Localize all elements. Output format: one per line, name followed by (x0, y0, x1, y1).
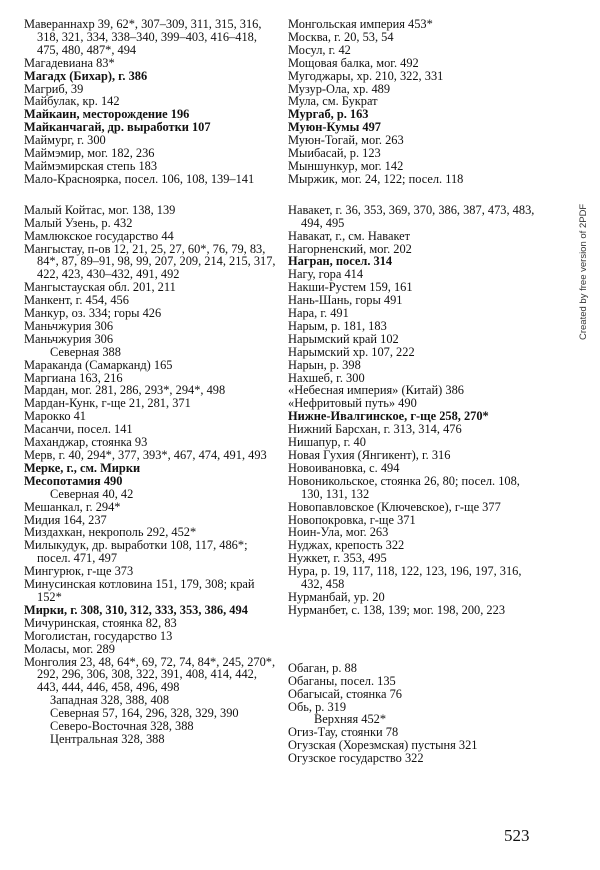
index-entry: Мерв, г. 40, 294*, 377, 393*, 467, 474, 491, 493 (24, 448, 267, 462)
index-entry: Мамлюкское государство 44 (24, 228, 174, 243)
index-entry: Маханджар, стоянка 93 (24, 435, 148, 450)
index-entry: Новая Гухия (Янгикент), г. 316 (288, 448, 451, 462)
index-entry: Обаган, р. 88 (288, 660, 357, 675)
index-entry: Нарымский хр. 107, 222 (288, 344, 415, 359)
index-entry: Мыншункур, мог. 142 (288, 158, 404, 173)
index-entry: Мардан-Кунк, г-ще 21, 281, 371 (24, 396, 191, 411)
index-subentry: Северная 40, 42 (50, 486, 134, 501)
index-entry: Накши-Рустем 159, 161 (288, 280, 413, 295)
index-entry: Масанчи, посел. 141 (24, 422, 133, 437)
index-entry: Монголия 23, 48, 64*, 69, 72, 74, 84*, 245, 270*, 292, 296, 306, 308, 322, 391, 408, 414, 442, 443, 444, 446, 458, 496, 498 (24, 654, 276, 695)
index-entry: Нахшеб, г. 300 (288, 370, 365, 385)
index-entry: Мерке, г., см. Мирки (24, 460, 141, 475)
index-entry: Навакет, г. 36, 353, 369, 370, 386, 387, 473, 483, 494, 495 (288, 202, 535, 230)
index-entry: Манкент, г. 454, 456 (24, 293, 129, 308)
index-entry: Моголистан, государство 13 (24, 628, 173, 643)
index-entry: Нарын, р. 398 (288, 357, 361, 372)
index-entry: Нагорненский, мог. 202 (288, 241, 412, 256)
index-entry: Нурманбай, ур. 20 (288, 589, 385, 604)
index-entry: Магриб, 39 (24, 81, 84, 96)
index-entry: Месопотамия 490 (24, 473, 123, 488)
index-entry: Мыибасай, р. 123 (288, 146, 381, 161)
index-entry: Нужкет, г. 353, 495 (288, 551, 387, 566)
index-entry: Нара, г. 491 (288, 306, 349, 321)
index-entry: Мараканда (Самарканд) 165 (24, 357, 173, 372)
index-entry: Музур-Ола, хр. 489 (288, 81, 391, 96)
index-subentry: Центральная 328, 388 (50, 731, 165, 746)
page-number: 523 (504, 826, 530, 845)
index-entry: Мангыстау, п-ов 12, 21, 25, 27, 60*, 76, 79, 83, 84*, 87, 89–91, 98, 99, 207, 209, 214, 215, 317, 422, 423, 430–432, 491, 492 (24, 241, 276, 282)
index-subentry: Северная 57, 164, 296, 328, 329, 390 (50, 706, 239, 721)
index-entry: Москва, г. 20, 53, 54 (288, 29, 394, 44)
index-entry: Обагысай, стоянка 76 (288, 686, 402, 701)
index-entry: «Небесная империя» (Китай) 386 (288, 383, 464, 398)
index-entry: Новопавловское (Ключевское), г-ще 377 (288, 499, 501, 514)
index-entry: Магадх (Бихар), г. 386 (24, 68, 148, 83)
index-entry: Минусинская котловина 151, 179, 308; край 152* (24, 577, 255, 604)
index-subentry: Западная 328, 388, 408 (50, 693, 170, 708)
index-entry: Ноин-Ула, мог. 263 (288, 525, 389, 540)
index-entry: Нурманбет, с. 138, 139; мог. 198, 200, 223 (288, 602, 506, 617)
watermark: Created by free version of 2PDF (578, 203, 589, 340)
index-entry: Нарымский край 102 (288, 331, 399, 346)
index-entry: Мешанкал, г. 294* (24, 499, 121, 514)
index-entry: Навакат, г., см. Навакет (288, 228, 411, 243)
index-column-left (24, 18, 276, 746)
index-entry: Мула, см. Букрат (288, 94, 378, 109)
index-entry: Магадевиана 83* (24, 55, 115, 70)
index-entry: Обь, р. 319 (288, 699, 347, 714)
index-entry: Огузская (Хорезмская) пустыня 321 (288, 738, 478, 753)
index-entry: Нишапур, г. 40 (288, 435, 366, 450)
index-entry: Моласы, мог. 289 (24, 641, 115, 656)
index-entry: Новопокровка, г-ще 371 (288, 512, 416, 527)
index-entry: Маньчжурия 306 (24, 318, 114, 333)
index-entry: Марокко 41 (24, 409, 87, 424)
index-entry: Нижний Барсхан, г. 313, 314, 476 (288, 422, 462, 437)
index-entry: Награн, посел. 314 (288, 254, 393, 269)
index-entry: Милыкудук, др. выработки 108, 117, 486*; посел. 471, 497 (24, 538, 248, 566)
index-entry: Маньчжурия 306 (24, 331, 114, 346)
section-gap (288, 617, 536, 662)
index-subentry: Верхняя 452* (314, 712, 387, 727)
index-entry: Мичуринская, стоянка 82, 83 (24, 615, 177, 630)
index-entry: Новоникольское, стоянка 26, 80; посел. 108, 130, 131, 132 (288, 473, 520, 501)
index-entry: Муюн-Тогай, мог. 263 (288, 133, 404, 148)
index-entry: Маймэмир, мог. 182, 236 (24, 146, 155, 161)
index-entry: Огузское государство 322 (288, 751, 424, 766)
index-entry: Мавераннахр 39, 62*, 307–309, 311, 315, 316, 318, 321, 334, 338–340, 399–403, 416–418, 475, 480, 487*, 494 (24, 17, 262, 57)
index-entry: Мардан, мог. 281, 286, 293*, 294*, 498 (24, 383, 226, 398)
index-entry: Малый Койтас, мог. 138, 139 (24, 202, 176, 217)
index-entry: Мингурюк, г-ще 373 (24, 564, 134, 579)
index-entry: Нура, р. 19, 117, 118, 122, 123, 196, 197, 316, 432, 458 (288, 564, 522, 592)
index-entry: Муюн-Кумы 497 (288, 120, 381, 135)
index-entry: Мангыстауская обл. 201, 211 (24, 280, 176, 295)
index-entry: Мугоджары, хр. 210, 322, 331 (288, 68, 444, 83)
index-entry: Маймэмирская степь 183 (24, 158, 158, 173)
index-entry: Майканчагай, др. выработки 107 (24, 120, 211, 135)
index-entry: Обаганы, посел. 135 (288, 673, 396, 688)
index-entry: Мосул, г. 42 (288, 42, 351, 57)
index-entry: Майкаин, месторождение 196 (24, 107, 190, 122)
index-entry: Новоивановка, с. 494 (288, 460, 400, 475)
index-entry: Малый Узень, р. 432 (24, 215, 133, 230)
index-subentry: Северная 388 (50, 344, 121, 359)
index-entry: Манкур, оз. 334; горы 426 (24, 306, 162, 321)
index-entry: «Нефритовый путь» 490 (288, 396, 417, 411)
index-entry: Нарым, р. 181, 183 (288, 318, 387, 333)
index-entry: Мургаб, р. 163 (288, 107, 369, 122)
index-entry: Маргиана 163, 216 (24, 370, 123, 385)
index-entry: Огиз-Тау, стоянки 78 (288, 725, 399, 740)
index-entry: Нижне-Ивалгинское, г-ще 258, 270* (288, 409, 489, 424)
section-gap (288, 186, 536, 204)
index-entry: Нагу, гора 414 (288, 267, 364, 282)
section-gap (24, 186, 276, 204)
index-entry: Майбулак, кр. 142 (24, 94, 120, 109)
index-entry: Нань-Шань, горы 491 (288, 293, 403, 308)
index-entry: Нуджах, крепость 322 (288, 538, 405, 553)
index-entry: Маймург, г. 300 (24, 133, 106, 148)
index-entry: Монгольская империя 453* (288, 17, 433, 31)
index-column-right (288, 18, 536, 765)
index-entry: Мидия 164, 237 (24, 512, 107, 527)
index-subentry: Северо-Восточная 328, 388 (50, 719, 194, 734)
index-entry: Мощовая балка, мог. 492 (288, 55, 419, 70)
index-entry: Мало-Красноярка, посел. 106, 108, 139–141 (24, 171, 255, 186)
index-entry: Мирки, г. 308, 310, 312, 333, 353, 386, 494 (24, 602, 248, 617)
index-entry: Мыржик, мог. 24, 122; посел. 118 (288, 171, 464, 186)
index-entry: Миздахкан, некрополь 292, 452* (24, 525, 197, 540)
